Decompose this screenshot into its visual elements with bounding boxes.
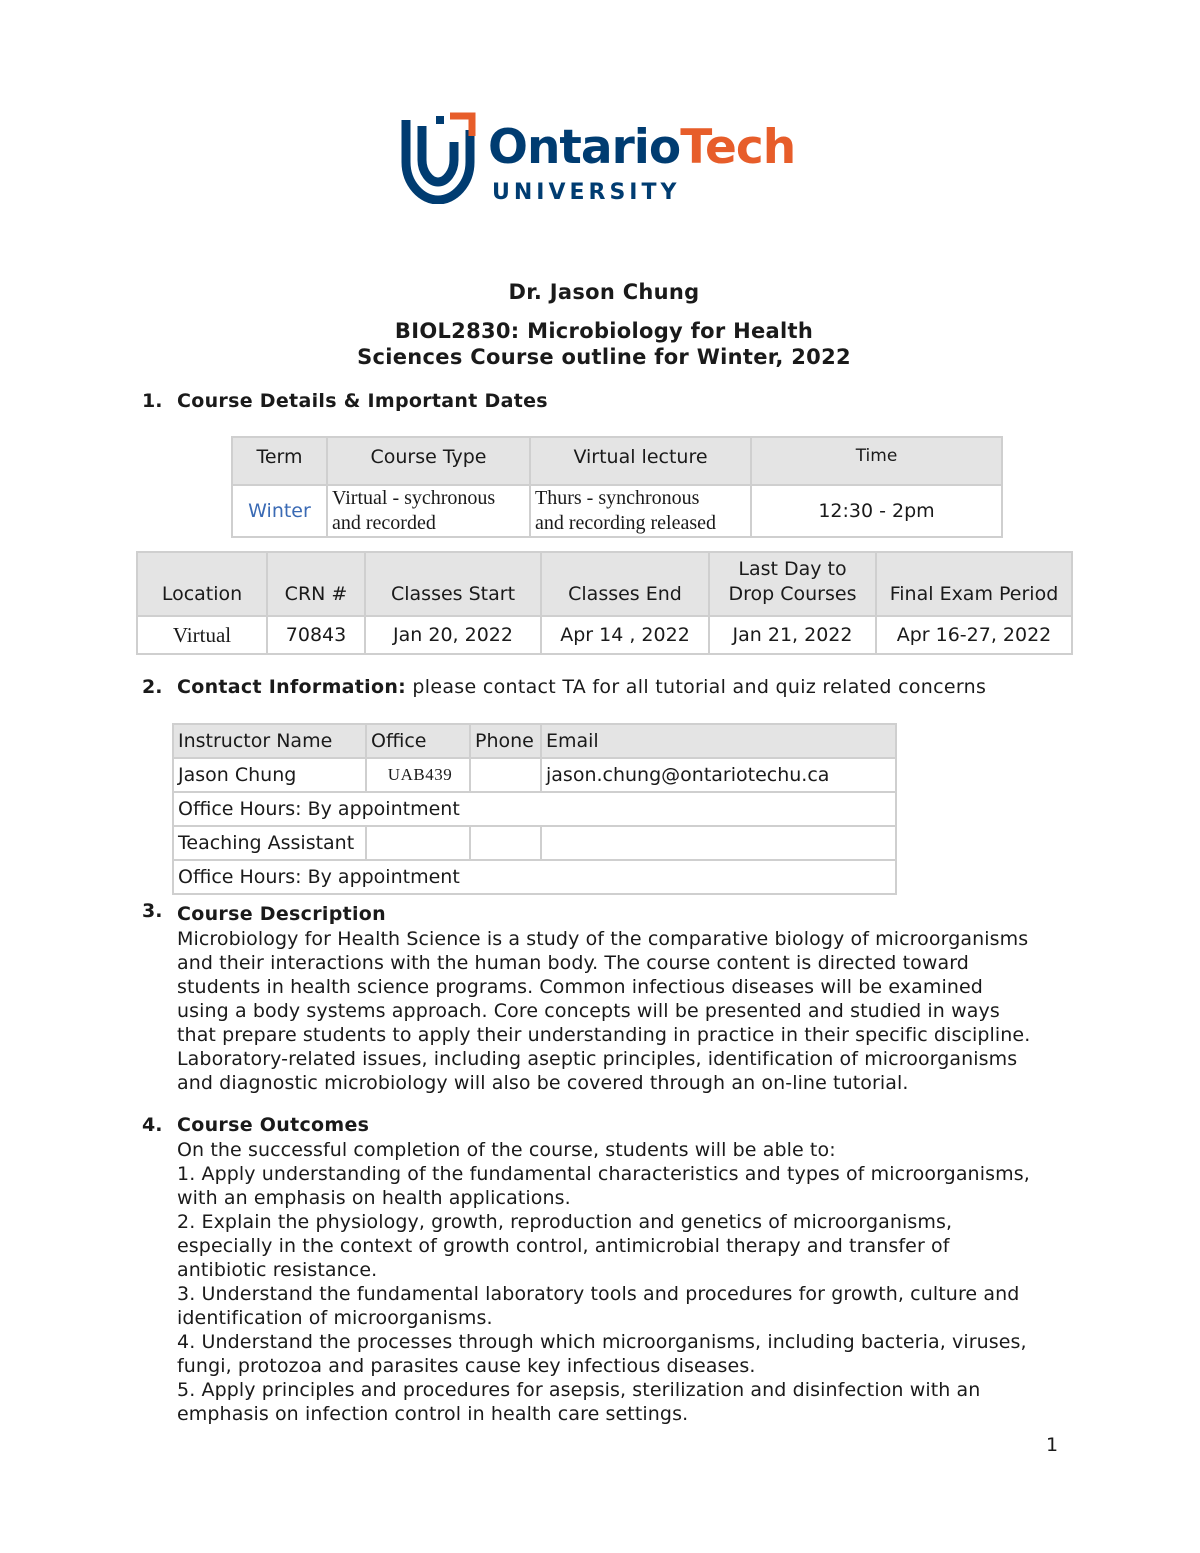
author-name: Dr. Jason Chung: [508, 280, 700, 304]
header-classes-start: Classes Start: [365, 552, 541, 616]
ta-email: [541, 826, 896, 860]
time-value: 12:30 - 2pm: [751, 485, 1002, 537]
section-number: 4.: [142, 1114, 163, 1136]
email-link[interactable]: jason.chung@ontariotechu.ca: [541, 758, 896, 792]
table-row: [173, 826, 896, 860]
course-details-table: [231, 436, 1003, 538]
table-row: [173, 792, 896, 826]
phone-value: [470, 758, 541, 792]
table-header-row: [232, 437, 1002, 485]
final-exam-period-value: Apr 16-27, 2022: [876, 616, 1072, 654]
table-header-row: [137, 552, 1072, 616]
ta-label: Teaching Assistant: [173, 826, 366, 860]
section-title: Contact Information: please contact TA for all tutorial and quiz related concerns: [177, 676, 987, 698]
important-dates-table: [136, 551, 1073, 655]
office-hours: Office Hours: By appointment: [173, 792, 896, 826]
header-term: Term: [232, 437, 327, 485]
header-office: Office: [366, 724, 470, 758]
office-hours: Office Hours: By appointment: [173, 860, 896, 894]
table-row: [173, 860, 896, 894]
crn-value: 70843: [267, 616, 365, 654]
page-number: 1: [1046, 1434, 1059, 1456]
course-type-value: Virtual - sychronous and recorded: [327, 485, 530, 537]
course-outcomes: On the successful completion of the course, students will be able to: 1. Apply understanding of the fundamental characteristics and types of microorganisms, with an emphasis on health applications. 2. Explain the physiology, growth, reproduction and genetics of microorganisms, especially in the context of growth control, antimicrobial therapy and transfer of antibiotic resistance. 3. Understand the fundamental laboratory tools and procedures for growth, culture and identification of microorganisms. 4. Understand the processes through which microorganisms, including bacteria, viruses, fungi, protozoa and parasites cause key infectious diseases. 5. Apply principles and procedures for asepsis, sterilization and disinfection with an emphasis on infection control in health care settings.: [177, 1139, 1030, 1425]
header-crn: CRN #: [267, 552, 365, 616]
header-time: Time: [751, 437, 1002, 485]
section-number: 2.: [142, 676, 163, 698]
logo-university-text: UNIVERSITY: [492, 180, 681, 205]
header-location: Location: [137, 552, 267, 616]
term-value: Winter: [232, 485, 327, 537]
logo-wordmark: OntarioTech: [488, 120, 796, 175]
header-course-type: Course Type: [327, 437, 530, 485]
course-description: Microbiology for Health Science is a study of the comparative biology of microorganisms and their interactions with the human body. The course content is directed toward students in health science programs. Common infectious diseases will be examined using a body systems approach. Core concepts will be presented and studied in ways that prepare students to apply their understanding in practice in their specific discipline. Laboratory-related issues, including aseptic principles, identification of microorganisms and diagnostic microbiology will also be covered through an on-line tutorial.: [177, 928, 1031, 1094]
table-row: [232, 485, 1002, 537]
header-phone: Phone: [470, 724, 541, 758]
course-title-line1: BIOL2830: Microbiology for Health: [394, 319, 814, 343]
table-row: [137, 616, 1072, 654]
header-final-exam-period: Final Exam Period: [876, 552, 1072, 616]
section-title: Course Outcomes: [177, 1114, 370, 1136]
university-logo: [400, 112, 800, 208]
section-title: Course Description: [177, 903, 386, 925]
last-day-drop-value: Jan 21, 2022: [709, 616, 876, 654]
contact-table: [172, 723, 897, 895]
virtual-lecture-value: Thurs - synchronous and recording released: [530, 485, 751, 537]
shield-logo-icon: [400, 112, 476, 204]
instructor-name-value: Jason Chung: [173, 758, 366, 792]
section-number: 1.: [142, 390, 163, 412]
section-subtitle: please contact TA for all tutorial and quiz related concerns: [406, 676, 987, 698]
table-header-row: [173, 724, 896, 758]
header-classes-end: Classes End: [541, 552, 709, 616]
location-value: Virtual: [137, 616, 267, 654]
office-value: UAB439: [366, 758, 470, 792]
classes-start-value: Jan 20, 2022: [365, 616, 541, 654]
course-title-line2: Sciences Course outline for Winter, 2022: [357, 345, 851, 369]
ta-office: [366, 826, 470, 860]
section-number: 3.: [142, 900, 163, 922]
classes-end-value: Apr 14 , 2022: [541, 616, 709, 654]
header-virtual-lecture: Virtual lecture: [530, 437, 751, 485]
header-email: Email: [541, 724, 896, 758]
header-instructor-name: Instructor Name: [173, 724, 366, 758]
section-title: Course Details & Important Dates: [177, 390, 548, 412]
ta-phone: [470, 826, 541, 860]
table-row: [173, 758, 896, 792]
header-last-day-drop: Last Day to Drop Courses: [709, 552, 876, 616]
